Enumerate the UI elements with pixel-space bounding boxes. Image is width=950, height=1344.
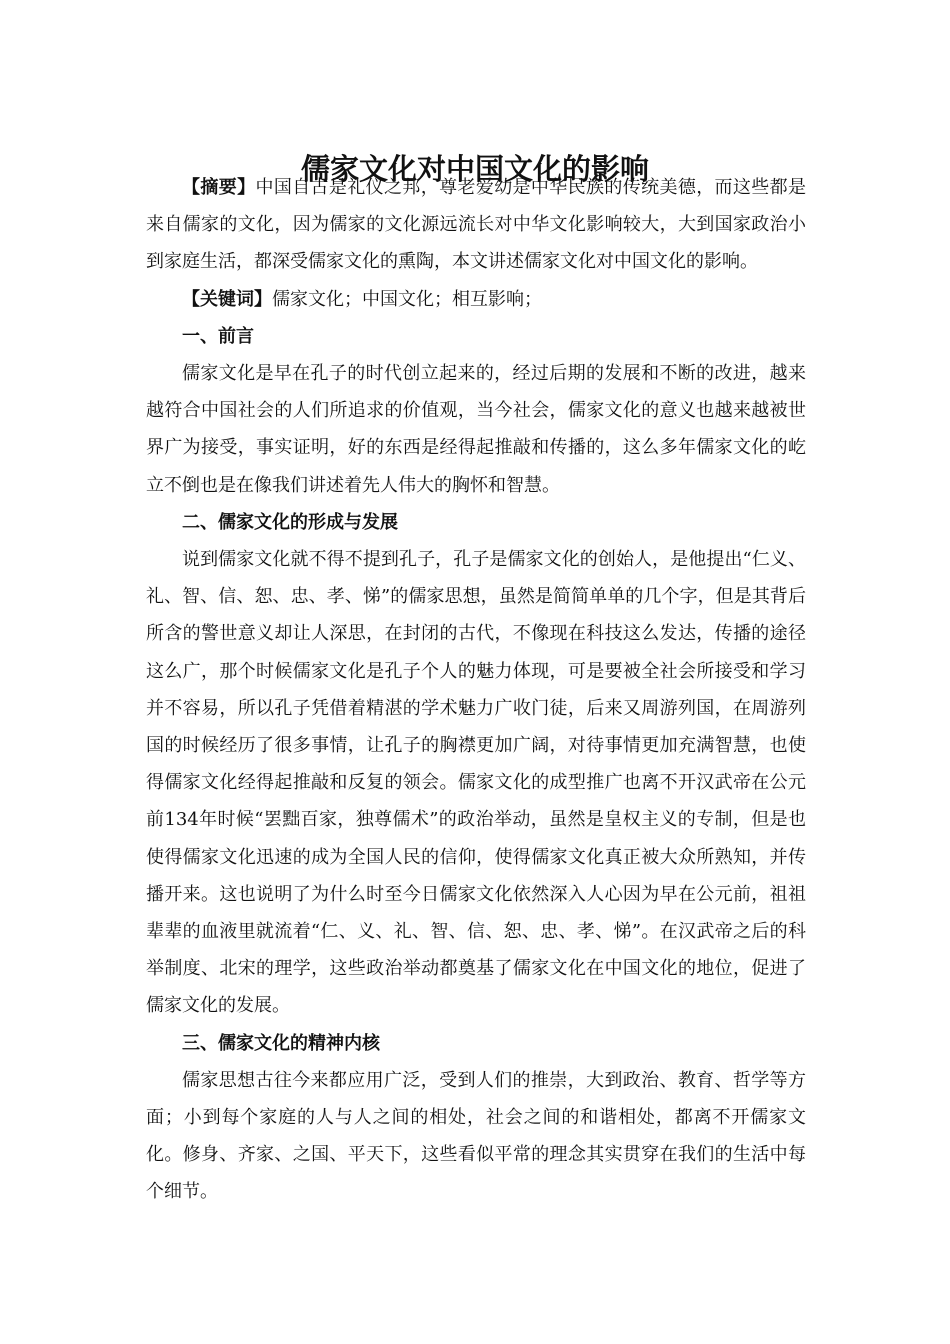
section-paragraph-core: 儒家思想古往今来都应用广泛，受到人们的推崇，大到政治、教育、哲学等方面；小到每个家庭的人与人之间的相处，社会之间的和谐相处，都离不开儒家文化。修身、齐家、之国、平天下，这些看似平常的理念其实贯穿在我们的生活中每个细节。 [146,1069,806,1203]
document-body [146,169,806,1211]
keywords-label: 【关键词】 [182,288,272,310]
abstract-text: 中国自古是礼仪之邦，尊老爱幼是中华民族的传统美德，而这些都是来自儒家的文化，因为儒家的文化源远流长对中华文化影响较大，大到国家政治小到家庭生活，都深受儒家文化的熏陶，本文讲述儒家文化对中国文化的影响。 [146,177,807,273]
section-paragraph-formation: 说到儒家文化就不得不提到孔子，孔子是儒家文化的创始人，是他提出“仁义、礼、智、信、恕、忠、孝、悌”的儒家思想，虽然是简简单单的几个字，但是其背后所含的警世意义却让人深思，在封闭的古代，不像现在科技这么发达，传播的途径这么广，那个时候儒家文化是孔子个人的魅力体现，可是要被全社会所接受和学习并不容易，所以孔子凭借着精湛的学术魅力广收门徒，后来又周游列国，在周游列国的时候经历了很多事情，让孔子的胸襟更加广阔，对待事情更加充满智慧，也使得儒家文化经得起推敲和反复的领会。儒家文化的成型推广也离不开汉武帝在公元前134年时候“罢黜百家，独尊儒术”的政治举动，虽然是皇权主义的专制，但是也使得儒家文化迅速的成为全国人民的信仰，使得儒家文化真正被大众所熟知，并传播开来。这也说明了为什么时至今日儒家文化依然深入人心因为早在公元前，祖祖辈辈的血液里就流着“仁、义、礼、智、信、恕、忠、孝、悌”。在汉武帝之后的科举制度、北宋的理学，这些政治举动都奠基了儒家文化在中国文化的地位，促进了儒家文化的发展。 [146,549,806,1017]
section-heading-core: 三、儒家文化的精神内核 [182,1032,380,1054]
section-heading-formation: 二、儒家文化的形成与发展 [182,511,398,533]
document-title: 儒家文化对中国文化的影响 [300,152,649,187]
abstract-paragraph [146,169,806,281]
keywords-paragraph [146,281,806,318]
section-paragraph-preface: 儒家文化是早在孔子的时代创立起来的，经过后期的发展和不断的改进，越来越符合中国社会的人们所追求的价值观，当今社会，儒家文化的意义也越来越被世界广为接受，事实证明，好的东西是经得起推敲和传播的，这么多年儒家文化的屹立不倒也是在像我们讲述着先人伟大的胸怀和智慧。 [146,363,806,496]
section-heading-preface: 一、前言 [182,325,254,347]
keywords-text: 儒家文化；中国文化；相互影响； [272,288,542,310]
abstract-label: 【摘要】 [182,177,256,198]
